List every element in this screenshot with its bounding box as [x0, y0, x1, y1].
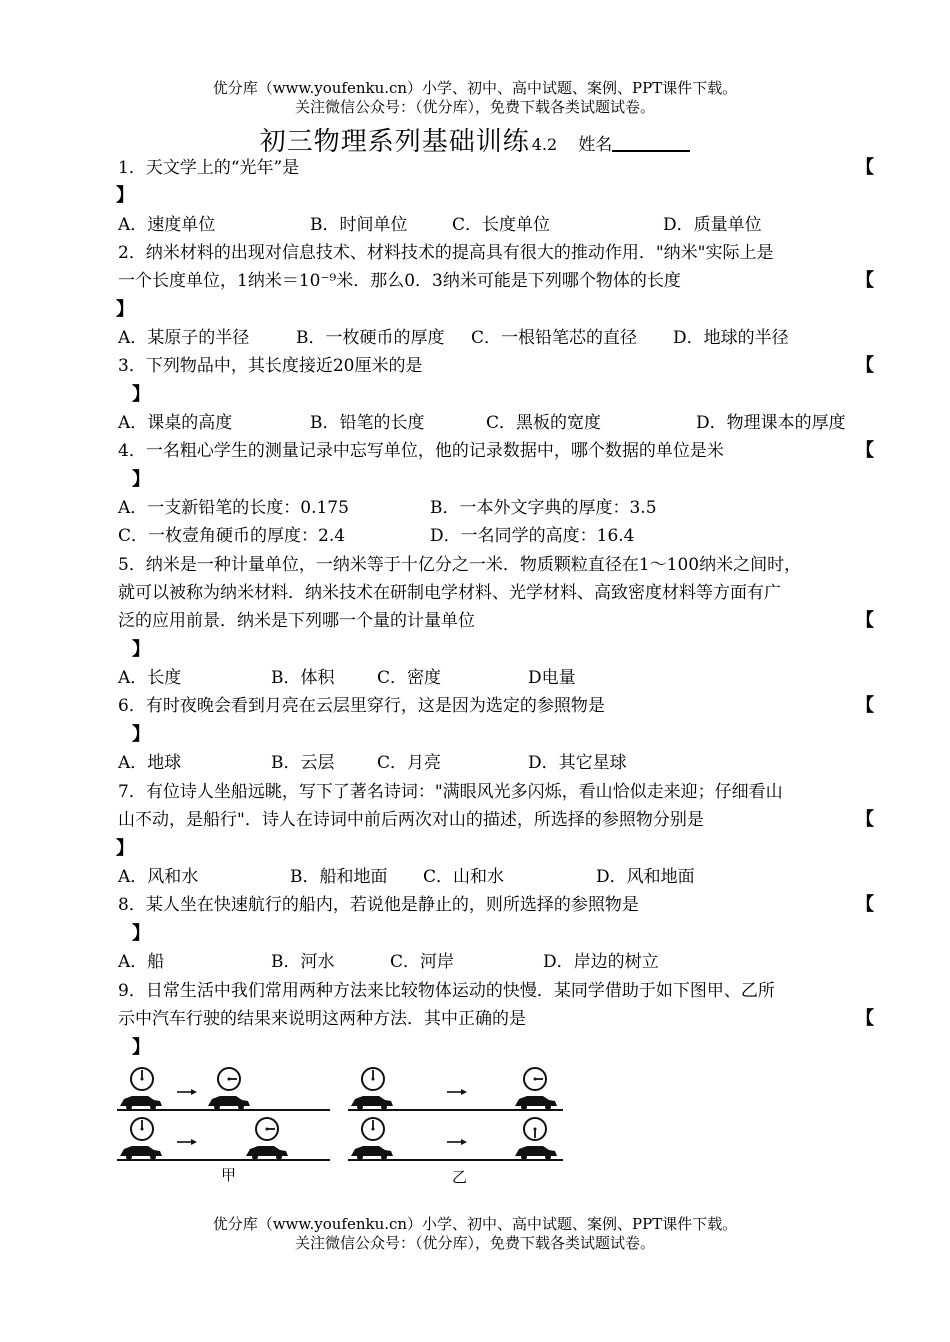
q2-stem-line-1: 2．纳米材料的出现对信息技术、材料技术的提高具有很大的推动作用．"纳米"实际上是 — [118, 243, 774, 263]
q5-stem-line-2: 就可以被称为纳米材料．纳米技术在研制电学材料、光学材料、高致密度材料等方面有广 — [118, 583, 781, 603]
motion-comparison-figure — [117, 1062, 565, 1188]
q1-options — [118, 211, 868, 239]
header-line-2: 关注微信公众号：（优分库），免费下载各类试题试卷。 — [294, 98, 655, 116]
q5-stem-line-3: 泛的应用前景．纳米是下列哪一个量的计量单位 — [118, 611, 475, 631]
q3-option-c: C．黑板的宽度 — [486, 413, 602, 433]
q1-option-c: C．长度单位 — [452, 215, 551, 235]
q8-option-a: A．船 — [118, 952, 165, 972]
car-icon — [515, 1146, 557, 1160]
q5-answer-bracket-close: 】 — [132, 639, 150, 660]
q4-option-b: B．一本外文字典的厚度：3.5 — [430, 498, 657, 518]
q4-option-d: D．一名同学的高度：16.4 — [430, 526, 635, 546]
q2-answer-bracket-open: 【 — [856, 270, 874, 291]
figure-a-top-row — [117, 1068, 330, 1110]
q5-option-a: A．长度 — [118, 668, 182, 688]
q5-answer-bracket-open: 【 — [856, 610, 874, 631]
q1-option-a: A．速度单位 — [118, 215, 216, 235]
q8-option-c: C．河岸 — [390, 952, 455, 972]
name-label: 姓名 — [578, 135, 613, 155]
q6-answer-bracket-open: 【 — [856, 695, 874, 716]
q9-stem-line-1: 9．日常生活中我们常用两种方法来比较物体运动的快慢．某同学借助于如下图甲、乙所 — [118, 981, 775, 1001]
car-icon — [120, 1146, 162, 1160]
q7-option-a: A．风和水 — [118, 867, 199, 887]
q8-answer-bracket-open: 【 — [856, 894, 874, 915]
q3-option-b: B．铅笔的长度 — [310, 413, 425, 433]
q6-option-a: A．地球 — [118, 753, 182, 773]
q7-answer-bracket-open: 【 — [856, 809, 874, 830]
q5-option-d: D电量 — [528, 668, 576, 688]
q2-option-d: D．地球的半径 — [673, 328, 789, 348]
q3-option-d: D．物理课本的厚度 — [696, 413, 846, 433]
figure-b-top-row — [348, 1068, 563, 1110]
q4-options-row-2 — [118, 522, 868, 550]
q1-stem-line: 1．天文学上的“光年”是 — [118, 158, 300, 178]
car-icon — [120, 1096, 162, 1110]
figure-label-jia: 甲 — [221, 1166, 237, 1184]
q9-stem-line-2: 示中汽车行驶的结果来说明这两种方法．其中正确的是 — [118, 1009, 526, 1029]
q3-stem-line: 3．下列物品中，其长度接近20厘米的是 — [118, 356, 423, 376]
q4-options-row-1 — [118, 494, 868, 522]
q2-stem-line-2: 一个长度单位，1纳米＝10⁻⁹米．那么0．3纳米可能是下列哪个物体的长度 — [118, 271, 681, 291]
q1-option-d: D．质量单位 — [663, 215, 762, 235]
title-main: 初三物理系列基础训练 — [259, 127, 530, 157]
q7-option-b: B．船和地面 — [290, 867, 388, 887]
q9-answer-bracket-close: 】 — [132, 1037, 150, 1058]
q6-option-d: D．其它星球 — [528, 753, 627, 773]
q6-option-c: C．月亮 — [377, 753, 442, 773]
q6-option-b: B．云层 — [271, 753, 335, 773]
q6-options — [118, 749, 868, 777]
figure-a-bottom-row — [117, 1118, 330, 1160]
q9-answer-bracket-open: 【 — [856, 1008, 874, 1029]
q7-options — [118, 863, 868, 891]
q2-option-a: A．某原子的半径 — [118, 328, 250, 348]
q4-stem-line: 4．一名粗心学生的测量记录中忘写单位，他的记录数据中，哪个数据的单位是米 — [118, 441, 724, 461]
car-icon — [208, 1096, 250, 1110]
arrow-icon — [447, 1089, 467, 1095]
q4-answer-bracket-close: 】 — [132, 469, 150, 490]
page-title — [0, 121, 950, 158]
q1-answer-bracket-close: 】 — [116, 185, 134, 206]
arrow-icon — [447, 1139, 467, 1145]
q4-answer-bracket-open: 【 — [856, 440, 874, 461]
q5-option-b: B．体积 — [271, 668, 335, 688]
q6-stem-line: 6．有时夜晚会看到月亮在云层里穿行，这是因为选定的参照物是 — [118, 696, 605, 716]
car-icon — [351, 1146, 393, 1160]
q5-options — [118, 664, 868, 692]
figure-b-bottom-row — [348, 1118, 563, 1160]
footer-line-2: 关注微信公众号：（优分库），免费下载各类试题试卷。 — [294, 1234, 655, 1252]
car-icon — [515, 1096, 557, 1110]
q3-answer-bracket-close: 】 — [132, 384, 150, 405]
q8-options — [118, 948, 868, 976]
arrow-icon — [177, 1139, 197, 1145]
name-blank-line — [612, 132, 690, 152]
title-version: 4.2 — [531, 135, 558, 154]
q8-stem-line: 8．某人坐在快速航行的船内，若说他是静止的，则所选择的参照物是 — [118, 895, 639, 915]
q1-option-b: B．时间单位 — [310, 215, 408, 235]
q7-stem-line-1: 7．有位诗人坐船远眺，写下了著名诗词："满眼风光多闪烁，看山恰似走来迎；仔细看山 — [118, 782, 783, 802]
q4-option-c: C．一枚壹角硬币的厚度：2.4 — [118, 526, 346, 546]
q2-option-c: C．一根铅笔芯的直径 — [471, 328, 638, 348]
car-icon — [246, 1146, 288, 1160]
q2-answer-bracket-close: 】 — [116, 299, 134, 320]
q3-answer-bracket-open: 【 — [856, 355, 874, 376]
q5-option-c: C．密度 — [377, 668, 442, 688]
q7-option-d: D．风和地面 — [596, 867, 695, 887]
q4-option-a: A．一支新铅笔的长度：0.175 — [118, 498, 349, 518]
arrow-icon — [177, 1089, 197, 1095]
q7-stem-line-2: 山不动，是船行"．诗人在诗词中前后两次对山的描述，所选择的参照物分别是 — [118, 810, 704, 830]
q5-stem-line-1: 5．纳米是一种计量单位，一纳米等于十亿分之一米．物质颗粒直径在1～100纳米之间时， — [118, 555, 802, 575]
footer-line-1: 优分库（www.youfenku.cn）小学、初中、高中试题、案例、PPT课件下载。 — [212, 1215, 738, 1233]
q3-option-a: A．课桌的高度 — [118, 413, 233, 433]
q8-option-b: B．河水 — [271, 952, 335, 972]
q2-option-b: B．一枚硬币的厚度 — [296, 328, 445, 348]
figure-label-yi: 乙 — [452, 1168, 468, 1186]
q7-option-c: C．山和水 — [423, 867, 505, 887]
car-icon — [351, 1096, 393, 1110]
header-line-1: 优分库（www.youfenku.cn）小学、初中、高中试题、案例、PPT课件下载。 — [212, 79, 738, 97]
q7-answer-bracket-close: 】 — [116, 838, 134, 859]
q2-options — [118, 324, 868, 352]
q1-answer-bracket-open: 【 — [856, 157, 874, 178]
q6-answer-bracket-close: 】 — [132, 724, 150, 745]
q8-answer-bracket-close: 】 — [132, 923, 150, 944]
q8-option-d: D．岸边的树立 — [543, 952, 659, 972]
q3-options — [118, 409, 868, 437]
